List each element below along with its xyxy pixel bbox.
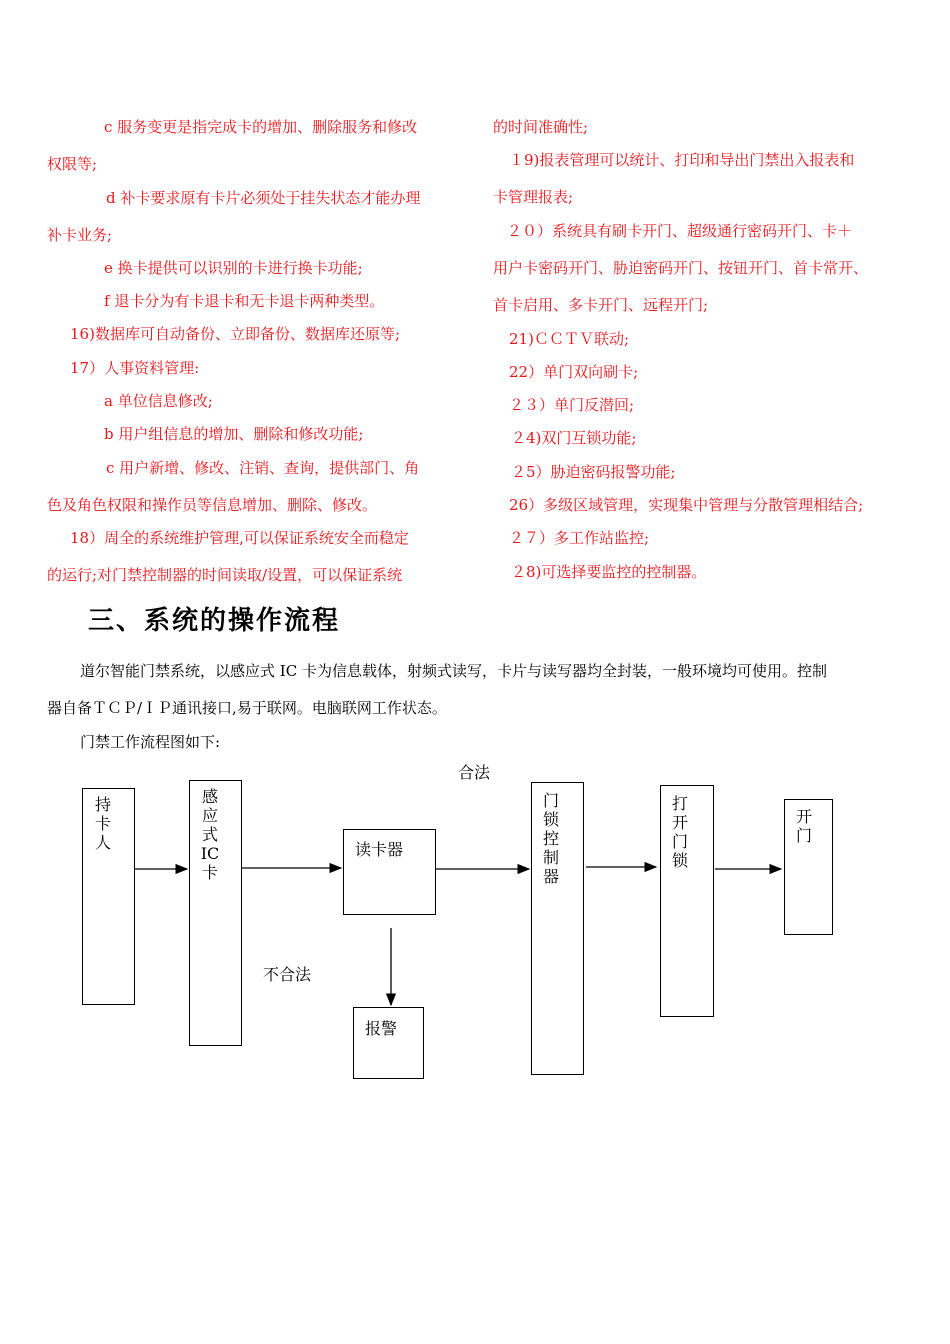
left-line-10: b 用户组信息的增加、删除和修改功能; — [104, 425, 364, 443]
paragraph-line-2: 器自备ＴＣＰ/ＩＰ通讯接口,易于联网。电脑联网工作状态。 — [47, 699, 447, 717]
reader-label: 读卡器 — [355, 840, 404, 859]
right-line-5: 用户卡密码开门、胁迫密码开门、按钮开门、首卡常开、 — [493, 259, 869, 277]
left-line-11: c 用户新增、修改、注销、查询，提供部门、角 — [106, 459, 420, 477]
left-line-6: f 退卡分为有卡退卡和无卡退卡两种类型。 — [104, 292, 385, 310]
right-line-11: ２5）胁迫密码报警功能; — [511, 463, 676, 481]
right-line-9: ２３）单门反潜回; — [509, 396, 635, 414]
controller-label: 门锁控制器 — [542, 791, 559, 886]
left-line-7: 16)数据库可自动备份、立即备份、数据库还原等; — [70, 325, 400, 343]
left-line-9: a 单位信息修改; — [104, 392, 213, 410]
left-line-4: 补卡业务; — [47, 226, 113, 244]
right-line-12: 26）多级区域管理，实现集中管理与分散管理相结合; — [509, 496, 864, 514]
right-line-8: 22）单门双向刷卡; — [509, 363, 639, 381]
section-title: 三、系统的操作流程 — [88, 606, 341, 636]
right-line-14: ２8)可选择要监控的控制器。 — [511, 563, 707, 581]
open-door-label: 开门 — [795, 807, 812, 845]
ic-card-label: 感应式IC卡 — [200, 787, 220, 882]
illegal-label: 不合法 — [263, 965, 312, 984]
left-line-13: 18）周全的系统维护管理,可以保证系统安全而稳定 — [70, 529, 409, 547]
right-line-6: 首卡启用、多卡开门、远程开门; — [493, 296, 709, 314]
left-line-14: 的运行;对门禁控制器的时间读取/设置，可以保证系统 — [47, 566, 403, 584]
legal-label: 合法 — [458, 763, 491, 782]
flowchart-intro: 门禁工作流程图如下: — [80, 733, 221, 751]
right-line-4: ２０）系统具有刷卡开门、超级通行密码开门、卡＋ — [507, 222, 853, 240]
left-line-12: 色及角色权限和操作员等信息增加、删除、修改。 — [47, 496, 378, 514]
right-line-1: 的时间准确性; — [493, 118, 589, 136]
alarm-label: 报警 — [365, 1019, 398, 1038]
right-line-2: １9)报表管理可以统计、打印和导出门禁出入报表和 — [509, 151, 855, 169]
left-line-5: e 换卡提供可以识别的卡进行换卡功能; — [104, 259, 363, 277]
right-line-3: 卡管理报表; — [493, 188, 574, 206]
right-line-13: ２７）多工作站监控; — [509, 529, 650, 547]
unlock-label: 打开门锁 — [671, 794, 688, 870]
cardholder-label: 持卡人 — [94, 795, 111, 852]
right-line-10: ２4)双门互锁功能; — [511, 429, 637, 447]
left-line-2: 权限等; — [47, 155, 98, 173]
left-line-8: 17）人事资料管理: — [70, 359, 200, 377]
left-line-1: c 服务变更是指完成卡的增加、删除服务和修改 — [104, 118, 418, 136]
paragraph-line-1: 道尔智能门禁系统，以感应式 IC 卡为信息载体，射频式读写，卡片与读写器均全封装，一般环境均可使用。控制 — [80, 662, 827, 680]
left-line-3: d 补卡要求原有卡片必须处于挂失状态才能办理 — [106, 189, 421, 207]
right-line-7: 21)ＣＣＴＶ联动; — [509, 330, 629, 348]
